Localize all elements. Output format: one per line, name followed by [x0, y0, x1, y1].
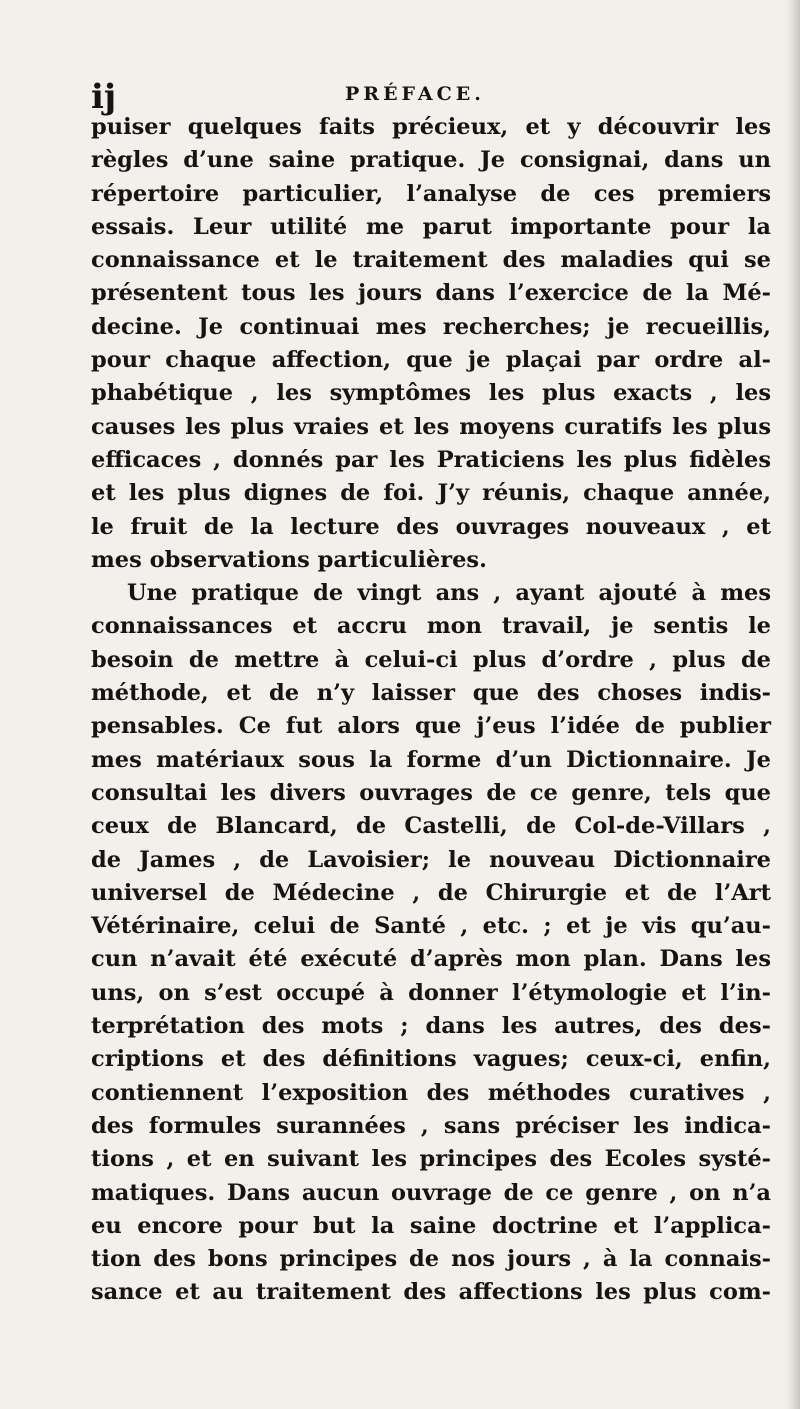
body-text — [91, 111, 771, 1310]
text-line: et les plus dignes de foi. J’y réunis, chaque année, — [91, 480, 771, 507]
text-line: essais. Leur utilité me parut importante pour la — [91, 213, 771, 240]
text-line: répertoire particulier, l’analyse de ces premiers — [91, 180, 771, 207]
text-line: le fruit de la lecture des ouvrages nouveaux , et — [91, 513, 771, 540]
text-line: sance et au traitement des affections les plus com- — [91, 1279, 771, 1306]
text-line: criptions et des définitions vagues; ceux-ci, enfin, — [91, 1046, 771, 1073]
text-line: connaissance et le traitement des maladies qui se — [91, 247, 771, 274]
text-line: uns, on s’est occupé à donner l’étymologie et l’in- — [91, 979, 771, 1006]
text-line: méthode, et de n’y laisser que des choses indis- — [91, 680, 771, 707]
text-line: decine. Je continuai mes recherches; je recueillis, — [91, 313, 771, 340]
text-line: de James , de Lavoisier; le nouveau Dictionnaire — [91, 846, 771, 873]
text-line: consultai les divers ouvrages de ce genre, tels que — [91, 779, 771, 806]
text-line: tions , et en suivant les principes des Ecoles systé- — [91, 1146, 771, 1173]
text-line: matiques. Dans aucun ouvrage de ce genre , on n’a — [91, 1179, 771, 1206]
text-line: mes matériaux sous la forme d’un Dictionnaire. Je — [91, 746, 771, 773]
text-line: puiser quelques faits précieux, et y découvrir les — [91, 114, 771, 140]
text-line: cun n’avait été exécuté d’après mon plan. Dans les — [91, 946, 771, 973]
text-line: terprétation des mots ; dans les autres, des des- — [91, 1013, 771, 1040]
text-line: tion des bons principes de nos jours , à la connais- — [91, 1246, 771, 1273]
text-line: mes observations particulières. — [91, 546, 487, 573]
text-line: Vétérinaire, celui de Santé , etc. ; et je vis qu’au- — [91, 913, 771, 940]
text-line: pour chaque affection, que je plaçai par ordre al- — [91, 347, 771, 374]
text-line: Une pratique de vingt ans , ayant ajouté à mes — [127, 580, 771, 607]
text-line: règles d’une saine pratique. Je consignai, dans un — [91, 147, 771, 174]
text-line: besoin de mettre à celui-ci plus d’ordre , plus de — [91, 646, 771, 673]
text-line: connaissances et accru mon travail, je sentis le — [91, 613, 771, 640]
text-line: universel de Médecine , de Chirurgie et de l’Art — [91, 879, 771, 906]
page-number: ij — [91, 77, 117, 117]
text-line: efficaces , donnés par les Praticiens les plus fidèles — [91, 446, 771, 473]
running-head: PRÉFACE. — [345, 83, 485, 105]
page-edge-shadow — [786, 0, 800, 1409]
text-line: ceux de Blancard, de Castelli, de Col-de-Villars , — [91, 813, 771, 840]
text-line: pensables. Ce fut alors que j’eus l’idée de publier — [91, 713, 771, 740]
text-line: présentent tous les jours dans l’exercice de la Mé- — [91, 280, 771, 307]
text-line: phabétique , les symptômes les plus exacts , les — [91, 380, 771, 407]
text-line: eu encore pour but la saine doctrine et l’applica- — [91, 1212, 771, 1239]
text-line: contiennent l’exposition des méthodes curatives , — [91, 1079, 771, 1106]
text-line: des formules surannées , sans préciser les indica- — [91, 1112, 771, 1139]
text-line: causes les plus vraies et les moyens curatifs les plus — [91, 413, 771, 440]
